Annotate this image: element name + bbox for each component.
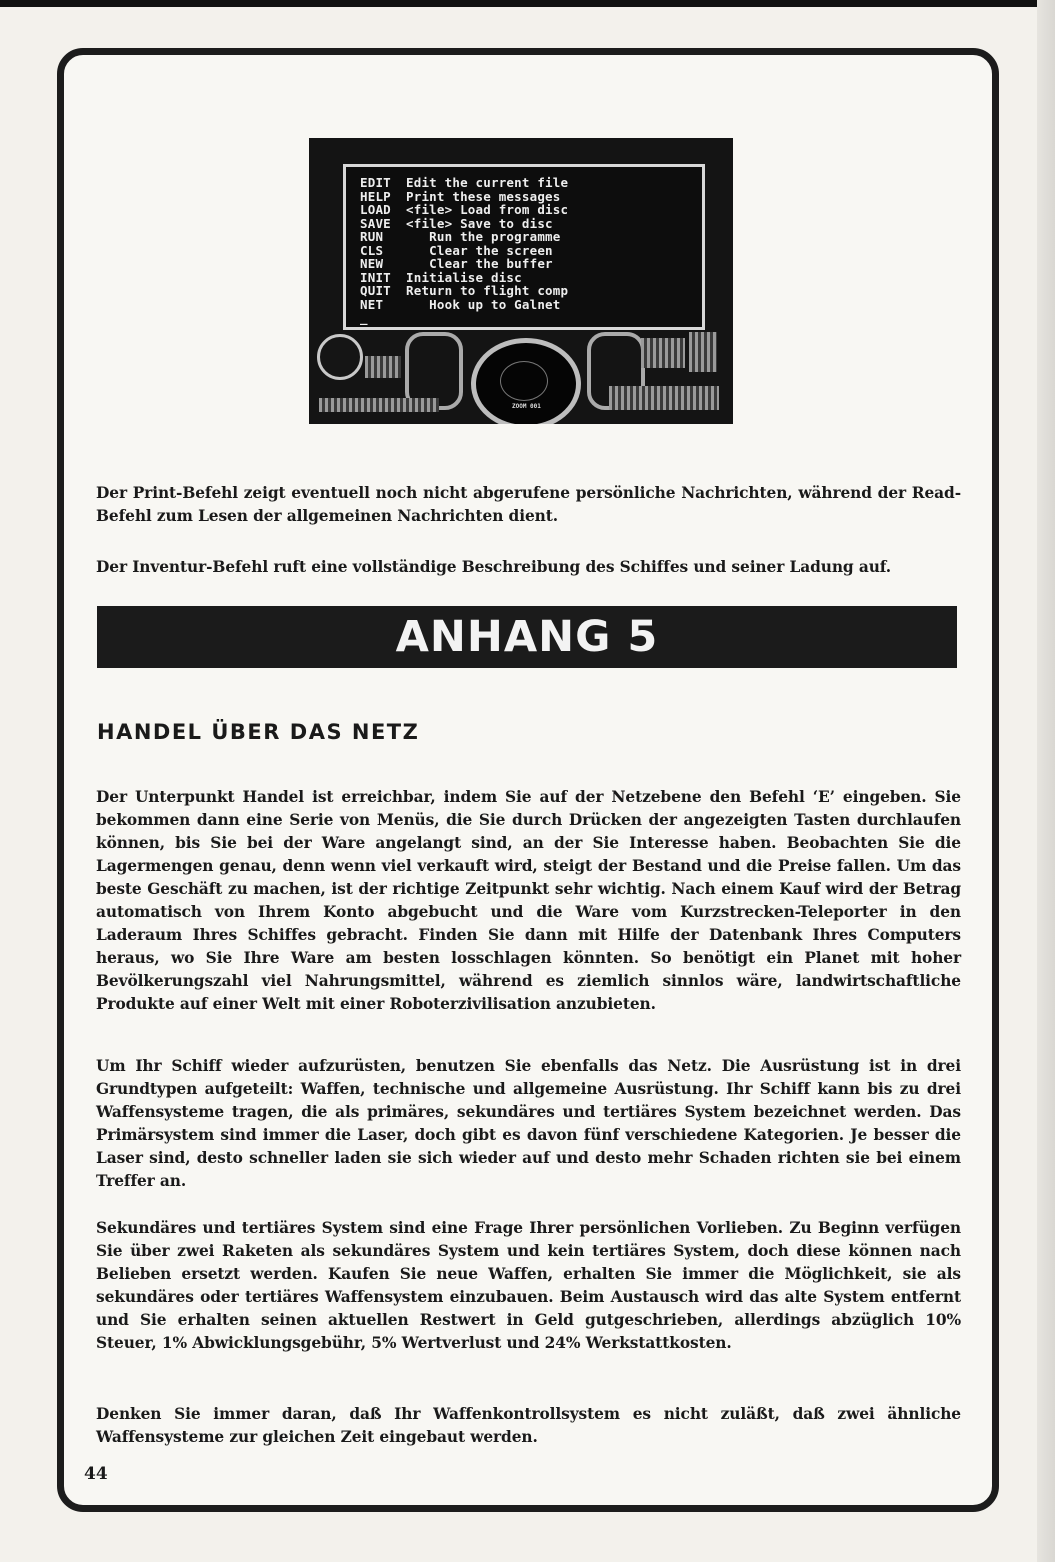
terminal-screen <box>343 164 705 330</box>
terminal-description: <file> Load from disc <box>406 202 569 217</box>
terminal-command: CLS <box>360 242 384 258</box>
terminal-line <box>360 310 406 325</box>
terminal-command: RUN <box>360 229 384 244</box>
terminal-command: _ <box>360 310 368 325</box>
terminal-command: NET <box>360 296 384 312</box>
terminal-command: LOAD <box>360 202 391 217</box>
appendix-banner: ANHANG 5 <box>97 606 957 668</box>
terminal-description: Clear the screen <box>406 242 553 258</box>
terminal-command: QUIT <box>360 283 391 298</box>
paragraph-inventur-befehl: Der Inventur-Befehl ruft eine vollständige Beschreibung des Schiffes und seiner Ladung auf. <box>96 558 892 576</box>
terminal-command: HELP <box>360 188 391 204</box>
radar-scope-icon <box>471 338 581 424</box>
terminal-description: Run the programme <box>406 229 561 244</box>
top-edge <box>0 0 1055 7</box>
paragraph-aufruesten: Um Ihr Schiff wieder aufzurüsten, benutzen Sie ebenfalls das Netz. Die Ausrüstung ist in drei Grundtypen aufgeteilt: Waffen, technische und allgemeine Ausrüstung. Ihr Schiff kann bis zu drei Waffensysteme tragen, die als primäres, sekundäres und tertiäres System bezeichnet werden. Das Primärsystem sind immer die Laser, doch gibt es davon fünf verschiedene Kategorien. Je besser die Laser sind, desto schneller laden sie sich wieder auf und desto mehr Schaden richten sie bei einem Treffer an. <box>96 1057 961 1190</box>
paragraph-sekundaer: Sekundäres und tertiäres System sind eine Frage Ihrer persönlichen Vorlieben. Zu Beginn verfügen Sie über zwei Raketen als sekundäres System und kein tertiäres System, doch diese können nach Belieben ersetzt werden. Kaufen Sie neue Waffen, erhalten Sie immer die Möglichkeit, sie als sekundäres oder tertiäres Waffensystem einzubauen. Beim Austausch wird das alte System entfernt und Sie erhalten seinen aktuellen Restwert in Geld gutgeschrieben, allerdings abzüglich 10% Steuer, 1% Abwicklungsgebühr, 5% Wertverlust und 24% Werkstattkosten. <box>96 1219 961 1352</box>
right-panel-icon <box>641 338 685 368</box>
radar-ring <box>500 361 548 401</box>
terminal-command: EDIT <box>360 175 391 190</box>
page-edge-shadow <box>1037 0 1055 1562</box>
terminal-description: Edit the current file <box>406 175 569 190</box>
page-number: 44 <box>84 1464 108 1484</box>
bottom-right-strip <box>609 386 719 410</box>
paragraph-handel: Der Unterpunkt Handel ist erreichbar, indem Sie auf der Netzebene den Befehl ‘E’ eingeben. Sie bekommen dann eine Serie von Menüs, die Sie durch Drücken der angezeigten Tasten durchlaufen können, bis Sie bei der Ware angelangt sind, an der Sie Interesse haben. Beobachten Sie die Lagermengen genau, denn wenn viel verkauft wird, steigt der Bestand und die Preise fallen. Um das beste Geschäft zu machen, ist der richtige Zeitpunkt sehr wichtig. Nach einem Kauf wird der Betrag automatisch von Ihrem Konto abgebucht und die Ware vom Kurzstrecken-Teleporter in den Laderaum Ihres Schiffes gebracht. Finden Sie dann mit Hilfe der Datenbank Ihres Computers heraus, wo Sie Ihre Ware am besten losschlagen könnten. So benötigt ein Planet mit hoher Bevölkerungszahl viel Nahrungsmittel, während es ziemlich sinnlos wäre, landwirtschaftliche Produkte auf einer Welt mit einer Roboterzivilisation anzubieten. <box>96 788 961 1013</box>
paragraph-waffenkontrolle: Denken Sie immer daran, daß Ihr Waffenkontrollsystem es nicht zuläßt, daß zwei ähnliche Waffensysteme zur gleichen Zeit eingebaut werden. <box>96 1405 961 1446</box>
zoom-label: ZOOM 001 <box>512 403 541 410</box>
terminal-command: NEW <box>360 256 384 271</box>
left-panel-icon <box>365 356 401 378</box>
left-gauge-icon <box>317 334 363 380</box>
bottom-left-strip <box>319 398 439 412</box>
cockpit-panel <box>309 328 733 424</box>
right-bars-icon <box>689 332 717 372</box>
paragraph-print-befehl: Der Print-Befehl zeigt eventuell noch nicht abgerufene persönliche Nachrichten, während der Read-Befehl zum Lesen der allgemeinen Nachrichten dient. <box>96 484 961 525</box>
terminal-description: Return to flight comp <box>406 283 569 298</box>
terminal-description: <file> Save to disc <box>406 215 553 231</box>
terminal-description: Clear the buffer <box>406 256 553 271</box>
game-screenshot <box>309 138 733 424</box>
terminal-command: SAVE <box>360 215 391 231</box>
terminal-description: Print these messages <box>406 188 561 204</box>
terminal-description: Initialise disc <box>406 269 522 285</box>
section-heading: HANDEL ÜBER DAS NETZ <box>97 720 420 744</box>
terminal-command: INIT <box>360 269 391 285</box>
terminal-description: Hook up to Galnet <box>406 296 561 312</box>
